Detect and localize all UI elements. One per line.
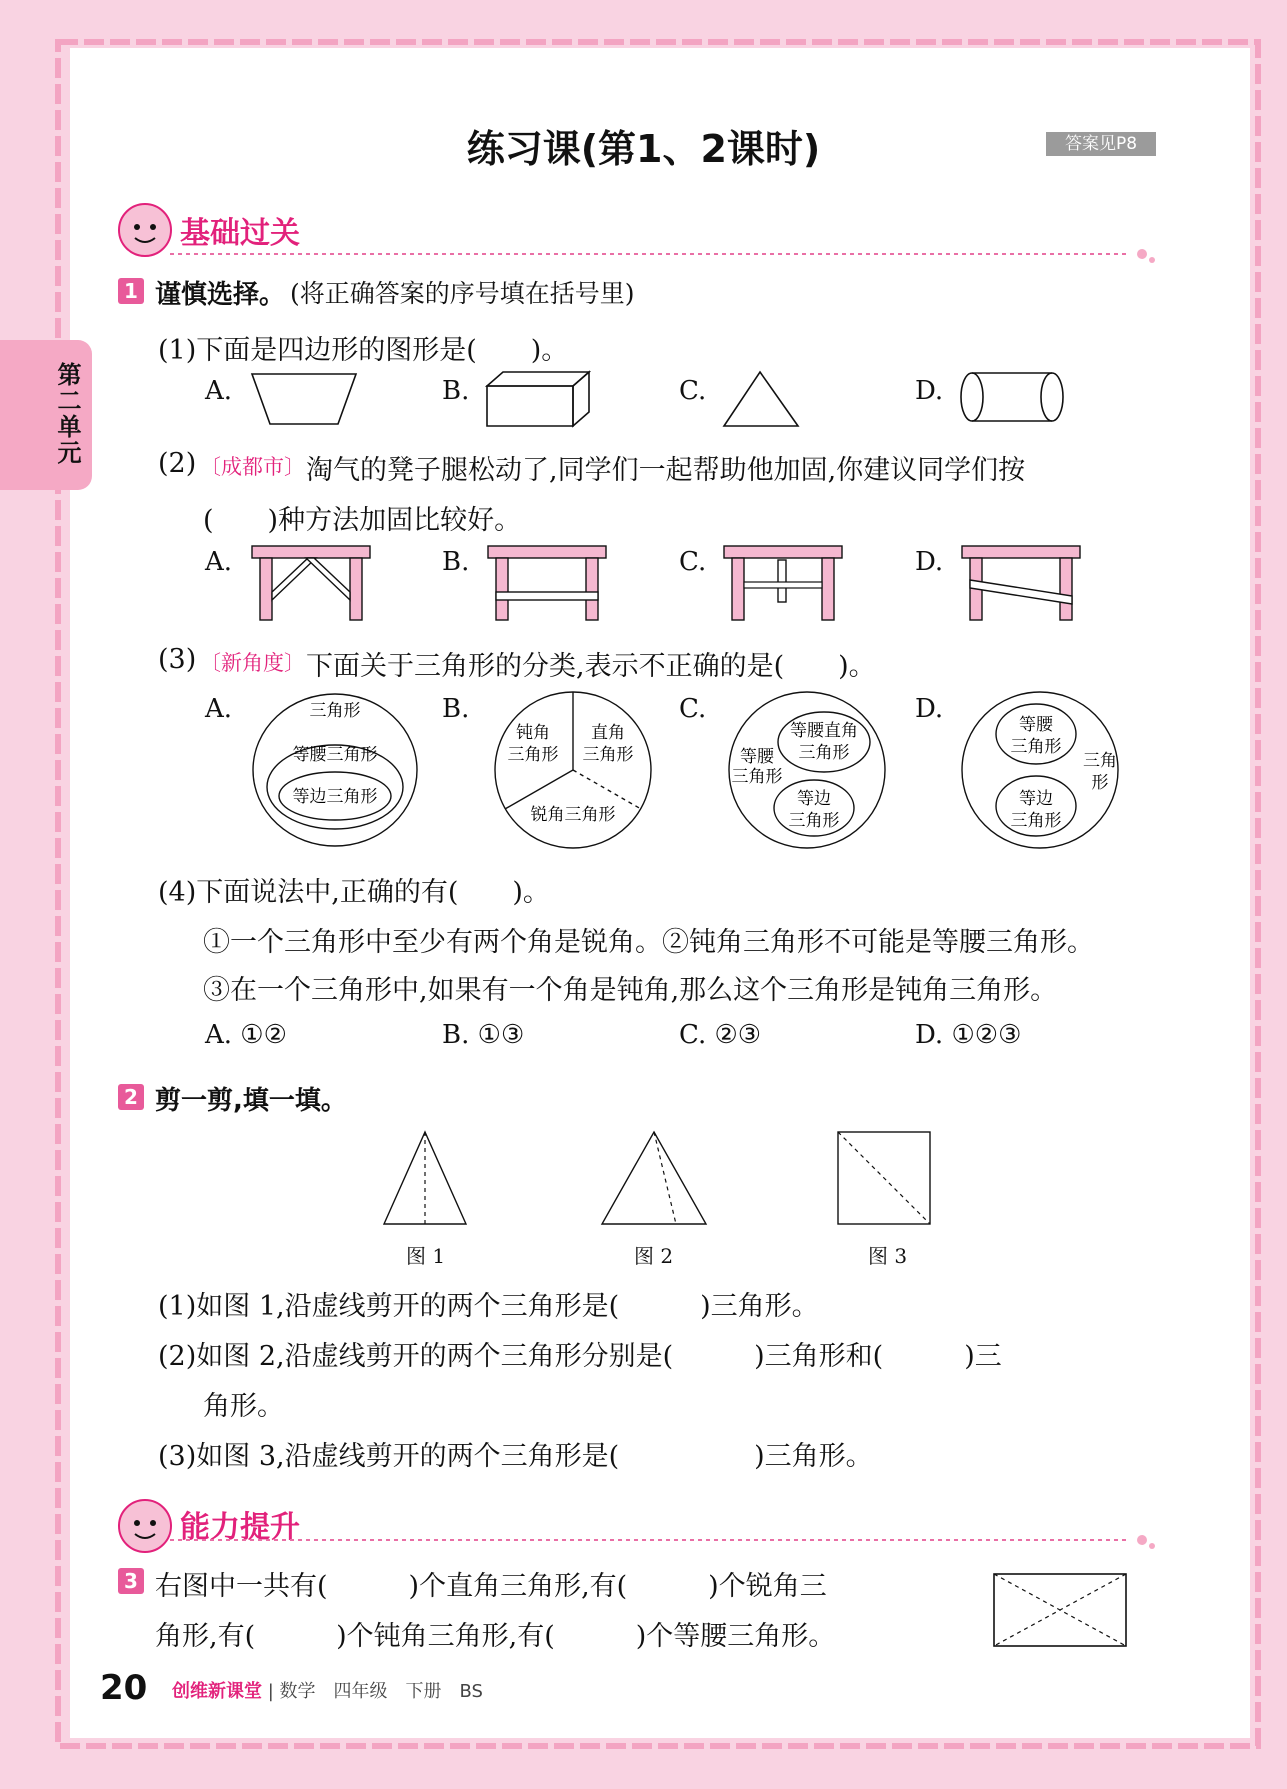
trapezoid-figure bbox=[250, 368, 360, 428]
label-isosceles: 等腰 bbox=[740, 747, 774, 767]
option-d[interactable]: D. bbox=[915, 694, 944, 724]
pie-diagram-b bbox=[488, 690, 658, 850]
q3-line2: 角形,有( )个钝角三角形,有( )个等腰三角形。 bbox=[155, 1621, 836, 1652]
q1-4-stem: (4)下面说法中,正确的有( )。 bbox=[158, 877, 550, 908]
label-isosceles: 等腰 bbox=[1019, 715, 1053, 735]
figure-caption-1: 图 1 bbox=[406, 1244, 446, 1268]
question-number: 1 bbox=[118, 278, 144, 304]
question-note: (将正确答案的序号填在括号里) bbox=[290, 279, 635, 308]
answer-reference-badge: 答案见P8 bbox=[1046, 132, 1156, 156]
stool-c-figure bbox=[722, 542, 846, 624]
option-d[interactable]: D. bbox=[915, 376, 944, 406]
label-equilateral: 等边 bbox=[797, 789, 831, 809]
mascot-icon bbox=[115, 200, 175, 260]
label-equilateral: 等边 bbox=[1019, 789, 1053, 809]
unit-side-tab bbox=[0, 340, 92, 490]
label-triangle: 三角 bbox=[1083, 751, 1117, 771]
q2-2-line2: 角形。 bbox=[203, 1391, 284, 1422]
option-a[interactable]: A. bbox=[205, 376, 233, 406]
page-title: 练习课(第1、2课时) bbox=[466, 127, 821, 171]
label-right-2: 三角形 bbox=[582, 745, 634, 765]
option-c[interactable]: C. bbox=[679, 547, 707, 577]
cuboid-figure bbox=[485, 368, 595, 430]
section-heading-basic: 基础过关 bbox=[180, 216, 300, 251]
label-triangle: 三角形 bbox=[309, 701, 361, 721]
q3-line1: 右图中一共有( )个直角三角形,有( )个锐角三 bbox=[155, 1571, 827, 1602]
figure-caption-3: 图 3 bbox=[868, 1244, 908, 1268]
option-d[interactable]: D. ①②③ bbox=[915, 1020, 1022, 1050]
label-isos-right: 等腰直角 bbox=[790, 721, 858, 741]
q2-3: (3)如图 3,沿虚线剪开的两个三角形是( )三角形。 bbox=[158, 1441, 873, 1472]
option-a[interactable]: A. bbox=[205, 547, 233, 577]
unit-label: 第二单元 bbox=[53, 362, 81, 466]
label-isosceles-2: 三角形 bbox=[1010, 737, 1062, 757]
figure-1-isosceles bbox=[380, 1128, 470, 1228]
figure-caption-2: 图 2 bbox=[634, 1244, 674, 1268]
figure-2-triangle bbox=[598, 1128, 710, 1228]
option-b[interactable]: B. bbox=[442, 547, 470, 577]
cylinder-figure bbox=[958, 368, 1068, 426]
label-isos-right-2: 三角形 bbox=[798, 743, 850, 763]
option-a[interactable]: A. ①② bbox=[205, 1020, 287, 1050]
label-right: 直角 bbox=[591, 723, 625, 743]
q1-2-stem-line2: ( )种方法加固比较好。 bbox=[203, 505, 522, 536]
label-isosceles: 等腰三角形 bbox=[292, 745, 378, 765]
stool-d-figure bbox=[960, 542, 1084, 624]
question-number: 2 bbox=[118, 1084, 144, 1110]
region-tag: 〔成都市〕 bbox=[200, 455, 305, 479]
mascot-icon bbox=[115, 1496, 175, 1556]
section-divider bbox=[170, 248, 1160, 264]
statement-line-2: ③在一个三角形中,如果有一个角是钝角,那么这个三角形是钝角三角形。 bbox=[203, 975, 1058, 1006]
option-d[interactable]: D. bbox=[915, 547, 944, 577]
option-b[interactable]: B. ①③ bbox=[442, 1020, 525, 1050]
question-number: 3 bbox=[118, 1568, 144, 1594]
figure-3-square bbox=[834, 1128, 934, 1228]
venn-diagram-d bbox=[960, 690, 1130, 850]
q1-3-label: (3) bbox=[158, 644, 197, 675]
section-heading-ability: 能力提升 bbox=[180, 1510, 300, 1545]
footer-details: 数学 四年级 下册 BS bbox=[279, 1681, 483, 1702]
question-title: 谨慎选择。 bbox=[155, 280, 286, 310]
option-b[interactable]: B. bbox=[442, 694, 470, 724]
question-title: 剪一剪,填一填。 bbox=[155, 1086, 347, 1116]
label-acute: 锐角三角形 bbox=[530, 805, 616, 825]
option-b[interactable]: B. bbox=[442, 376, 470, 406]
stool-a-figure bbox=[250, 542, 374, 624]
page-number: 20 bbox=[100, 1668, 148, 1708]
label-equilateral-2: 三角形 bbox=[788, 811, 840, 831]
q2-2-line1: (2)如图 2,沿虚线剪开的两个三角形分别是( )三角形和( )三 bbox=[158, 1341, 1002, 1372]
footer-brand: 创维新课堂 bbox=[172, 1681, 262, 1702]
q1-1-stem: (1)下面是四边形的图形是( )。 bbox=[158, 335, 569, 366]
q2-1: (1)如图 1,沿虚线剪开的两个三角形是( )三角形。 bbox=[158, 1291, 819, 1322]
section-divider bbox=[170, 1534, 1160, 1550]
option-c[interactable]: C. ②③ bbox=[679, 1020, 762, 1050]
label-isosceles-2: 三角形 bbox=[731, 767, 783, 787]
label-equilateral: 等边三角形 bbox=[292, 787, 378, 807]
angle-tag: 〔新角度〕 bbox=[200, 651, 305, 675]
label-triangle-2: 形 bbox=[1091, 773, 1109, 793]
statement-line-1: ①一个三角形中至少有两个角是锐角。②钝角三角形不可能是等腰三角形。 bbox=[203, 927, 1094, 958]
rectangle-diagonals-figure bbox=[990, 1570, 1130, 1650]
q1-3-stem: 下面关于三角形的分类,表示不正确的是( )。 bbox=[306, 651, 876, 682]
triangle-figure bbox=[720, 368, 804, 430]
label-obtuse-2: 三角形 bbox=[507, 745, 559, 765]
venn-diagram-a bbox=[250, 690, 420, 850]
q1-2-label: (2) bbox=[158, 448, 197, 479]
option-a[interactable]: A. bbox=[205, 694, 233, 724]
footer-info: 创维新课堂 | 数学 四年级 下册 BS bbox=[172, 1681, 483, 1702]
label-obtuse: 钝角 bbox=[516, 723, 550, 743]
stool-b-figure bbox=[486, 542, 610, 624]
option-c[interactable]: C. bbox=[679, 694, 707, 724]
option-c[interactable]: C. bbox=[679, 376, 707, 406]
label-equilateral-2: 三角形 bbox=[1010, 811, 1062, 831]
venn-diagram-c bbox=[722, 690, 892, 850]
q1-2-stem-line1: 淘气的凳子腿松动了,同学们一起帮助他加固,你建议同学们按 bbox=[306, 455, 1026, 486]
